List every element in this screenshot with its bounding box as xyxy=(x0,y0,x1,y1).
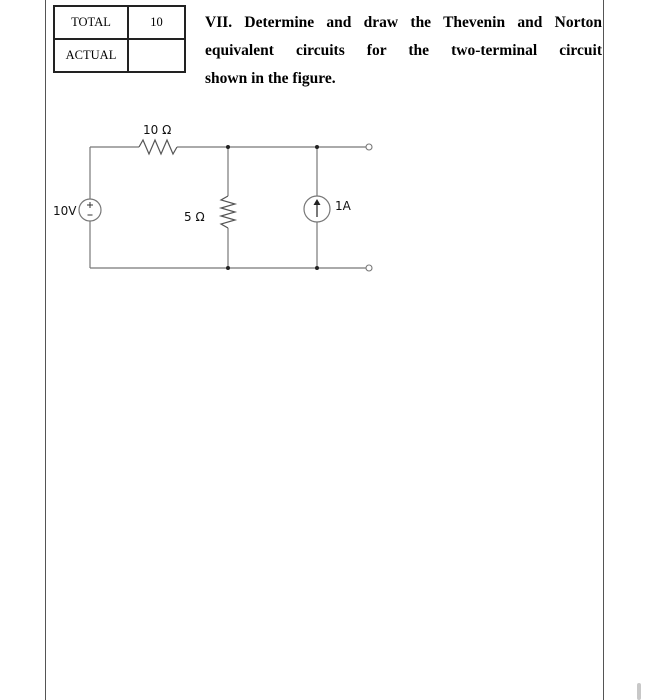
junction-dot xyxy=(226,266,230,270)
question-line-2: equivalent circuits for the two-terminal circuit xyxy=(205,42,602,59)
resistor-10ohm-label: 10 Ω xyxy=(143,123,172,137)
voltage-source-label: 10V xyxy=(53,204,77,218)
current-source-label: 1A xyxy=(335,199,351,213)
junction-dot xyxy=(226,145,230,149)
total-label: TOTAL xyxy=(54,6,128,39)
total-value: 10 xyxy=(128,6,185,39)
terminal-bottom xyxy=(366,265,372,271)
question-line-3: shown in the figure. xyxy=(205,70,336,87)
resistor-10ohm-icon xyxy=(139,140,177,154)
current-source-icon xyxy=(304,196,330,222)
resistor-5ohm-label: 5 Ω xyxy=(184,210,205,224)
voltage-source-icon xyxy=(79,199,101,221)
terminal-top xyxy=(366,144,372,150)
junction-dot xyxy=(315,145,319,149)
question-line-1: VII. Determine and draw the Thevenin and Norton xyxy=(205,14,602,31)
resistor-5ohm-icon xyxy=(221,196,235,228)
actual-label: ACTUAL xyxy=(54,39,128,72)
junction-dot xyxy=(315,266,319,270)
